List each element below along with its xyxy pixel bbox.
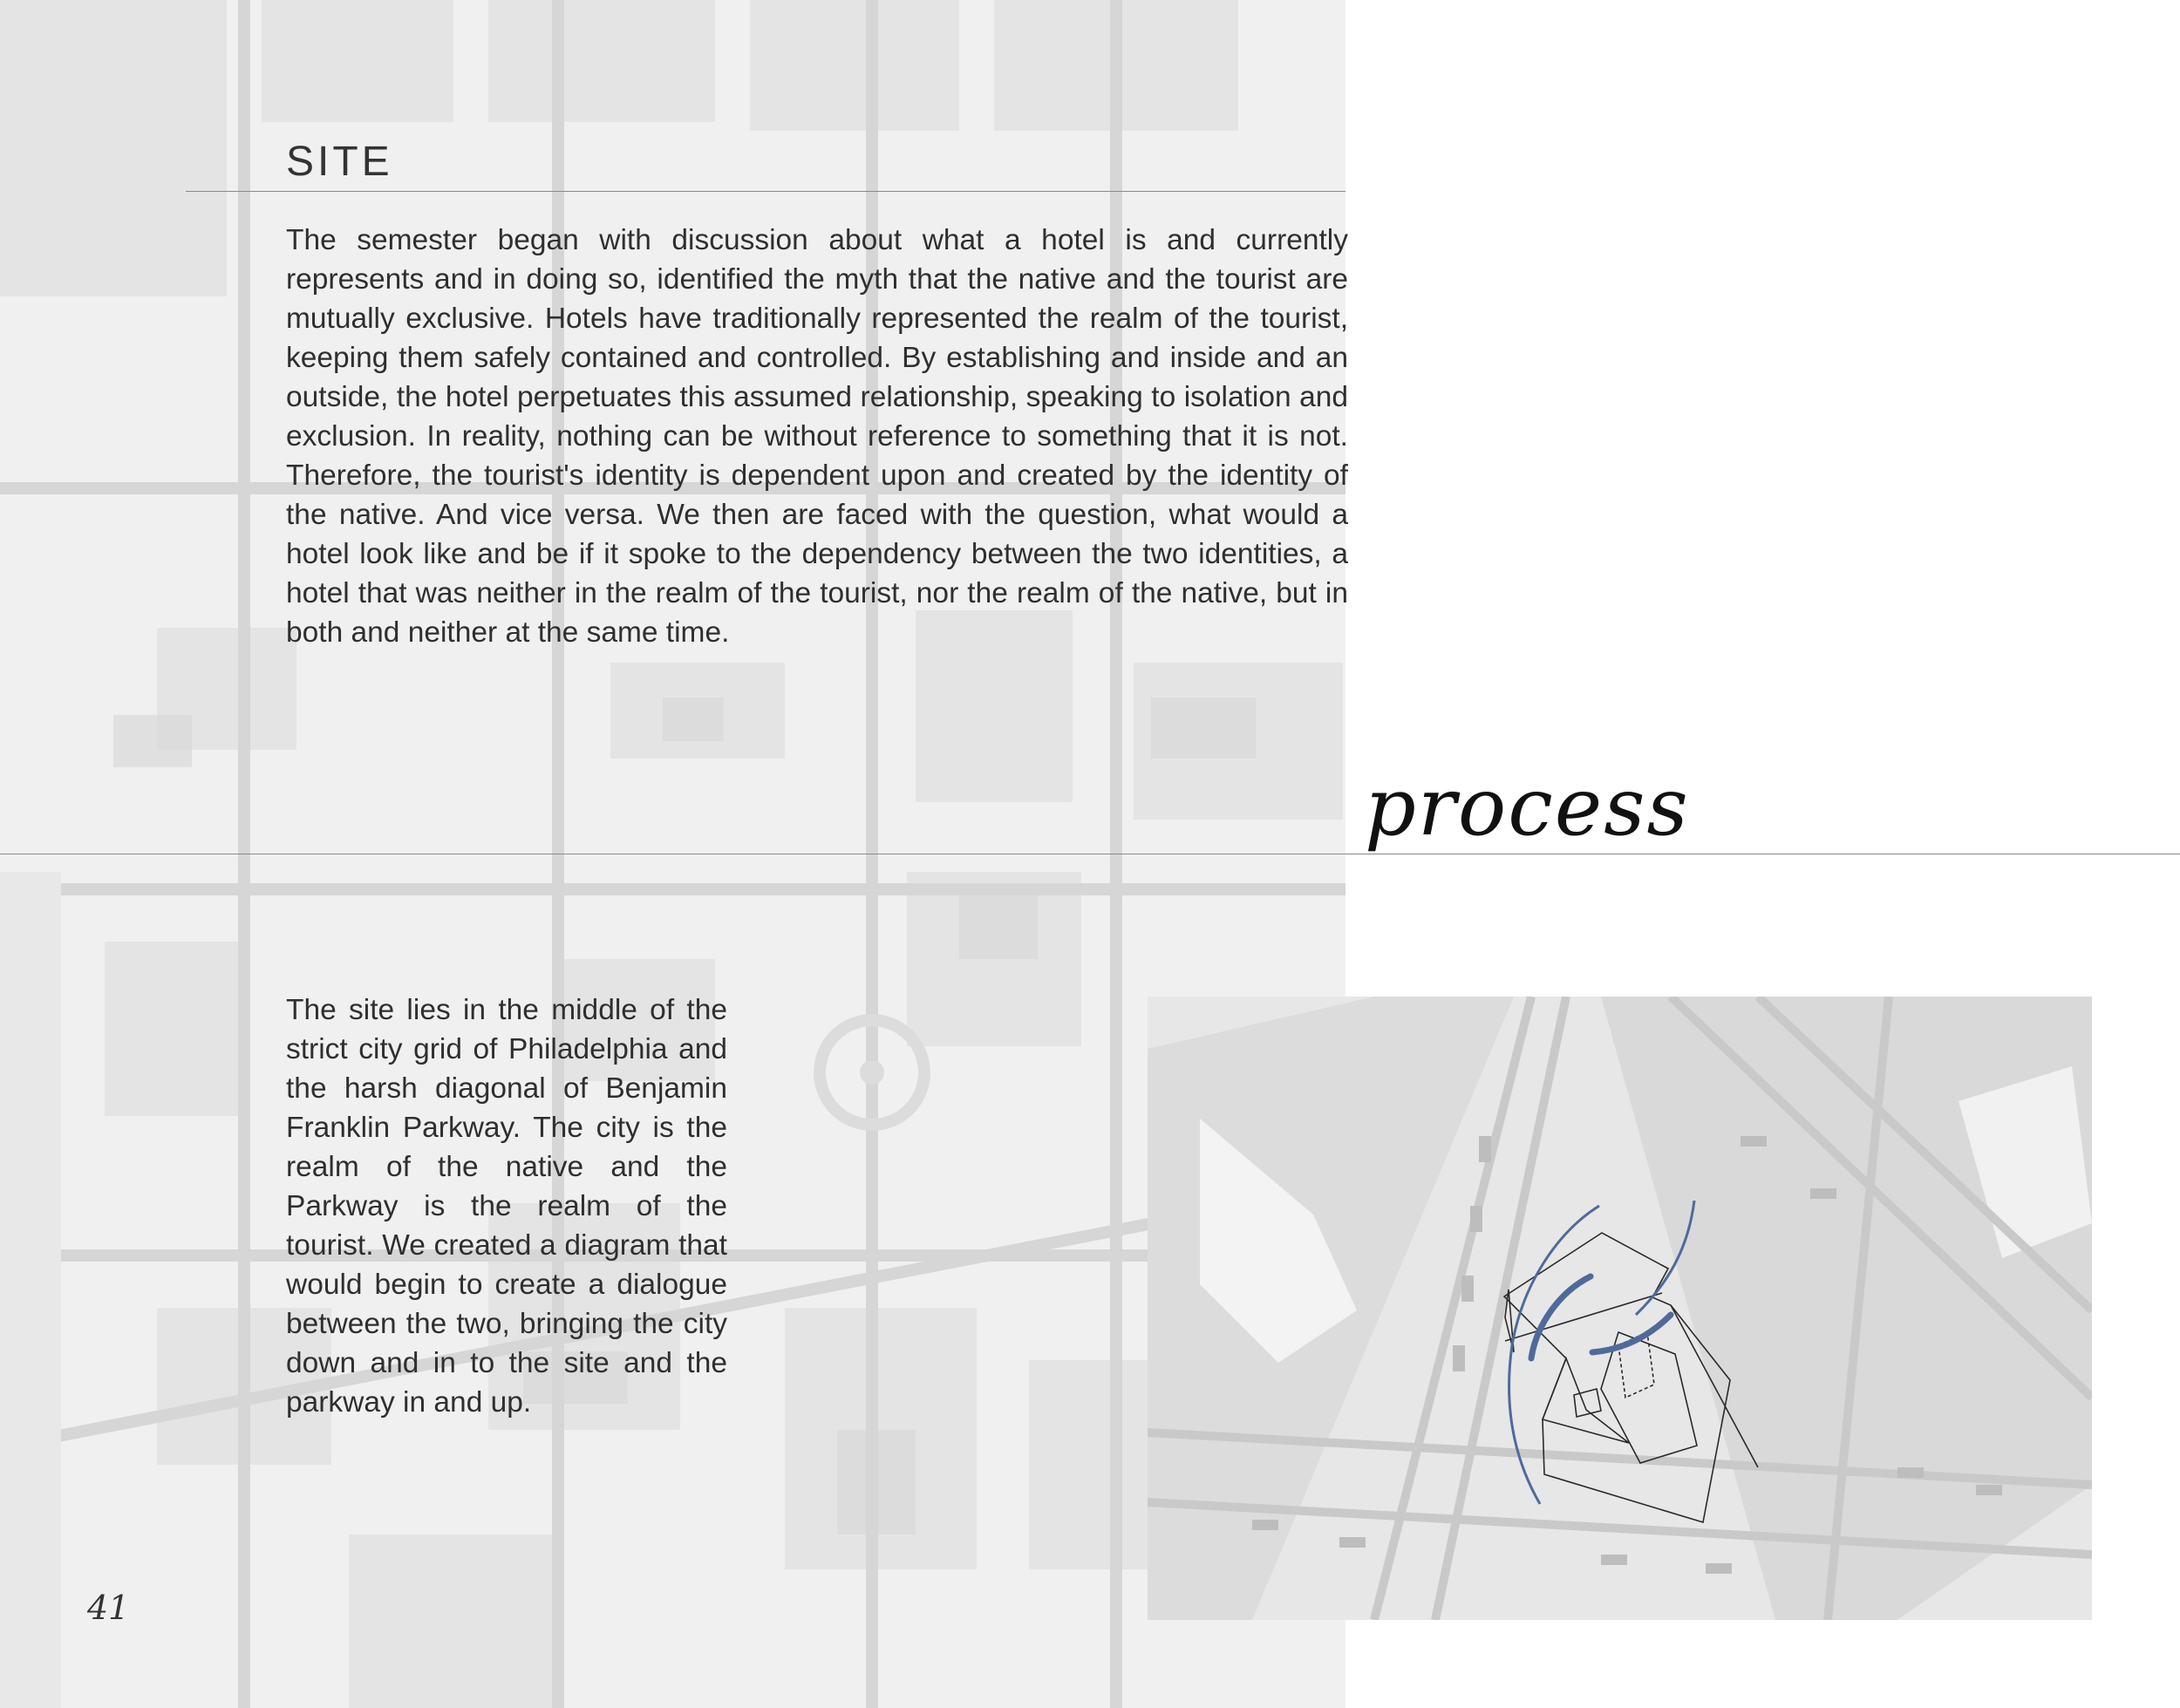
intro-paragraph: The semester began with discussion about what a hotel is and currently represents and in doing so, identified the myth that the native and the tourist are mutually exclusive. Hotels have traditionally represented the realm of the tourist, keeping them safely contained and controlled. By establishing and inside and an outside, the hotel perpetuates this assumed relationship, speaking to isolation and exclusion. In reality, nothing can be without reference to something that it is not. Therefore, the tourist's identity is dependent upon and created by the identity of the native. And vice versa. We then are faced with the question, what would a hotel look like and be if it spoke to the dependency between the two identities, a hotel that was neither in the realm of the tourist, nor the realm of the native, but in both and neither at the same time. [286,224,1348,649]
process-script-label: process [1365,760,1690,854]
site-plan-image [1148,997,2092,1620]
site-description-paragraph: The site lies in the middle of the strict city grid of Philadelphia and the harsh diagonal of Benjamin Franklin Parkway. The city is the realm of the native and the Parkway is the realm of the tourist. We created a diagram that would begin to create a dialogue between the two, bringing the city down and in to the site and the parkway in and up. [286,994,727,1419]
site-diagram-overlay [1148,997,2092,1620]
page-title: SITE [286,139,393,185]
heading-underline [186,191,1345,192]
page-number: 41 [87,1589,130,1627]
